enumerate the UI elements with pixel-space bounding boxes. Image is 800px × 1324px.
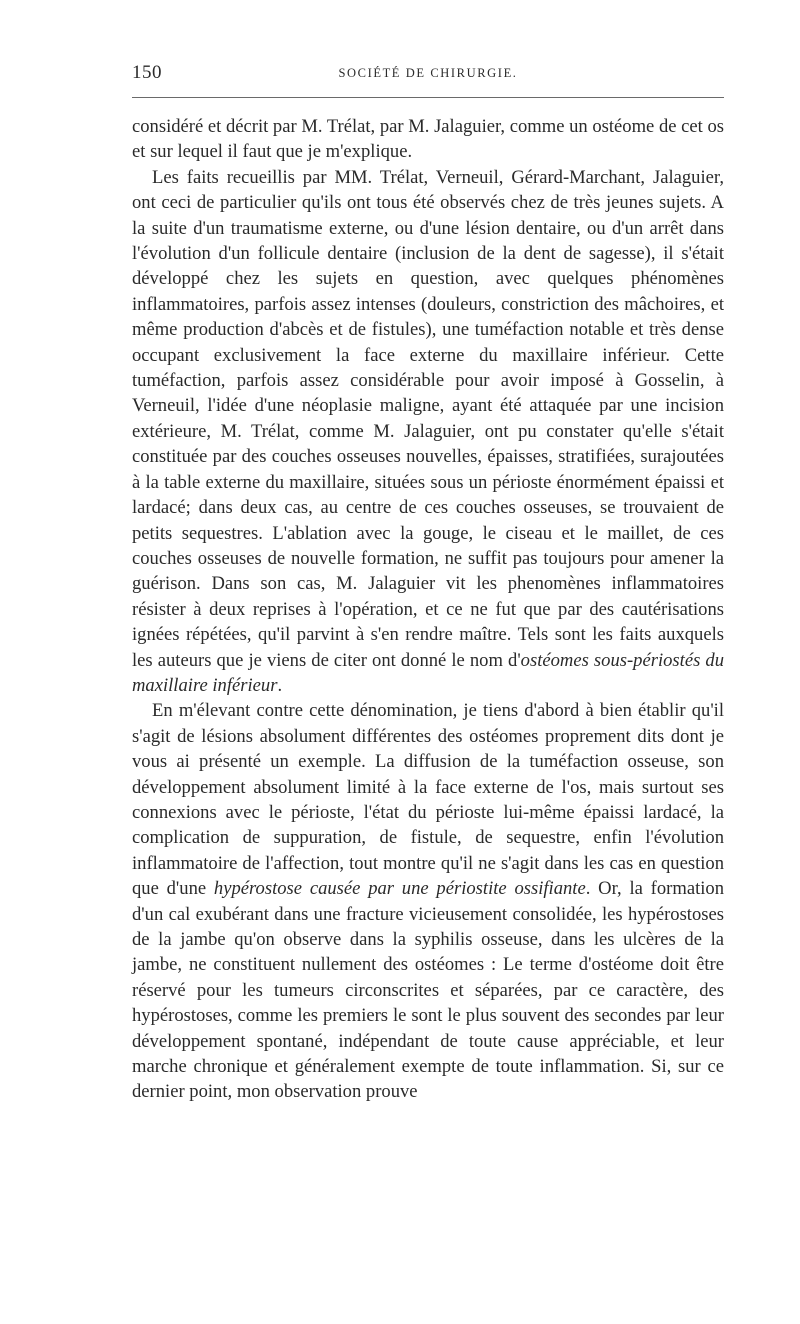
running-head: SOCIÉTÉ DE CHIRURGIE. [338, 66, 518, 80]
body-text [132, 114, 724, 1105]
page-number: 150 [132, 62, 162, 83]
paragraph-faits-text: Les faits recueillis par MM. Trélat, Verneuil, Gérard-Marchant, Jalaguier, ont ceci de particulier qu'ils ont tous été observés chez de très jeunes sujets. A la suite d'un traumatisme externe, ou d'une lésion dentaire, ou d'un arrêt dans l'évolution d'un follicule dentaire (inclusion de la dent de sagesse), il s'était développé chez les sujets en question, avec quelques phénomènes inflammatoires, parfois assez intenses (douleurs, constriction des mâchoires, et même production d'abcès et de fistules), une tuméfaction notable et très dense occupant exclusivement la face externe du maxillaire inférieur. Cette tuméfaction, parfois assez considérable pour avoir imposé à Gosselin, à Verneuil, l'idée d'une néoplasie maligne, ayant été attaquée par une incision extérieure, M. Trélat, comme M. Jalaguier, ont pu constater qu'elle s'était constituée par des couches osseuses nouvelles, épaisses, stratifiées, surajoutées à la table externe du maxillaire, situées sous un périoste énormément épaissi et lardacé; dans deux cas, au centre de ces couches osseuses, se trouvaient de petits sequestres. L'ablation avec la gouge, le ciseau et le maillet, de ces couches osseuses de nouvelle formation, ne suffit pas toujours pour amener la guérison. Dans son cas, M. Jalaguier vit les phenomènes inflammatoires résister à deux reprises à l'opération, et ce ne fut que par des cautérisations ignées répétées, qu'il parvint à s'en rendre maître. Tels sont les faits auxquels les auteurs que je viens de citer ont donné le nom d' [132, 166, 724, 671]
header-rule [132, 97, 724, 98]
paragraph-denomination-cont: . Or, la formation d'un cal exubérant dans une fracture vicieusement consolidée, les hypérostoses de la jambe qu'on observe dans la syphilis osseuse, dans les ulcères de la jambe, ne constituent nullement des ostéomes : Le terme d'ostéome doit être réservé pour les tumeurs circonscrites et séparées, par ce caractère, des hypérostoses, comme les premiers le sont le plus souvent des secondes par leur développement spontané, indépendant de toute cause appréciable, et leur marche chronique et généralement exempte de toute inflammation. Si, sur ce dernier point, mon observation prouve [132, 878, 724, 1103]
emphasis-osteomes: ostéomes sous-périostés du maxillaire inférieur [132, 649, 724, 696]
paragraph-faits-end: . [277, 674, 283, 696]
paragraph-continued: considéré et décrit par M. Trélat, par M. Jalaguier, comme un ostéome de cet os et sur lequel il faut que je m'explique. [132, 116, 725, 163]
emphasis-hyperostose: hypérostose causée par une périostite ossifiante [213, 878, 586, 900]
page-header [132, 62, 724, 86]
paragraph-faits [132, 165, 724, 699]
paragraph-denomination-text: En m'élevant contre cette dénomination, je tiens d'abord à bien établir qu'il s'agit de lésions absolument différentes des ostéomes proprement dits dont je vous ai présenté un exemple. La diffusion de la tuméfaction osseuse, son développement absolument limité à la face externe de l'os, mais surtout ses connexions avec le périoste, l'état du périoste lui-même épaissi lardacé, la complication de suppuration, de fistule, de sequestre, enfin l'évolution inflammatoire de l'affection, tout montre qu'il ne s'agit dans les cas en question que d'une [132, 700, 724, 900]
paragraph-denomination [132, 698, 724, 1105]
